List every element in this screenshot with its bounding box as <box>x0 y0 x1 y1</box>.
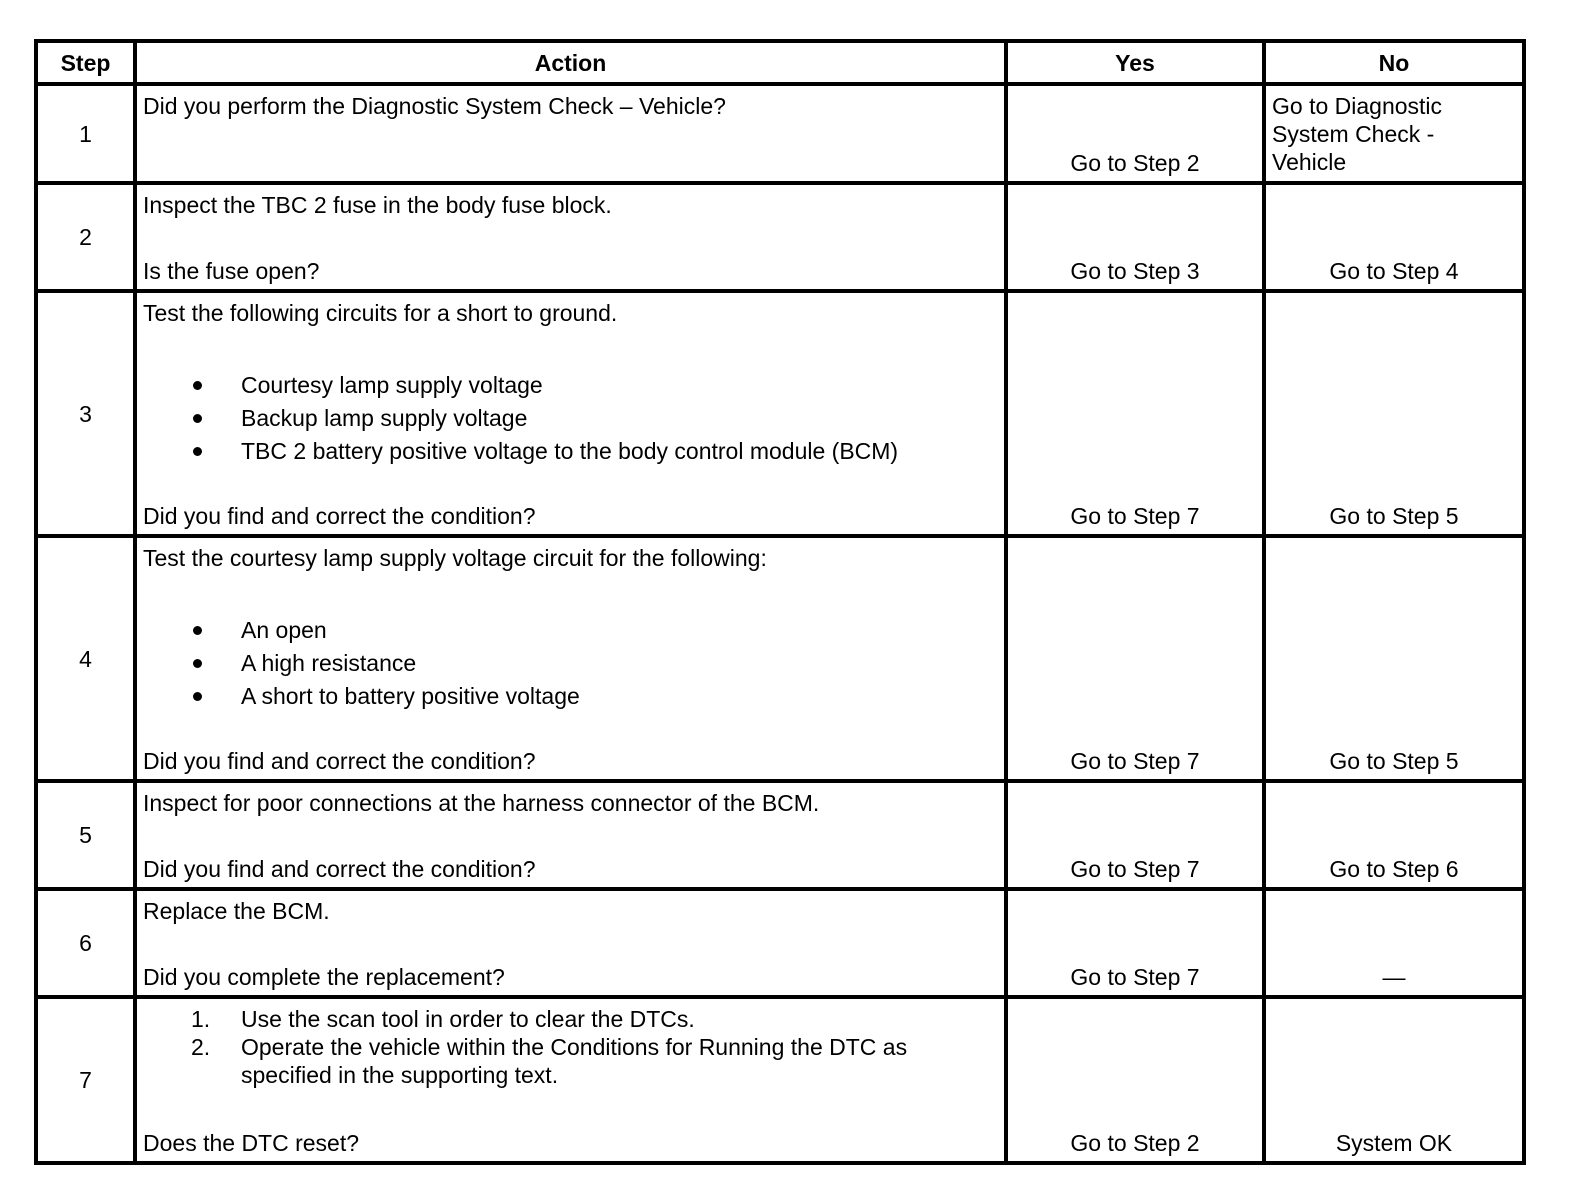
action-cell <box>135 889 1006 997</box>
action-question: Did you find and correct the condition? <box>143 748 536 774</box>
item-number: 1. <box>191 1006 211 1032</box>
action-text: Test the courtesy lamp supply voltage circuit for the following: <box>143 545 767 571</box>
action-cell <box>135 291 1006 536</box>
table-row <box>36 183 1524 291</box>
bullet-list <box>143 369 996 468</box>
no-cell: Go to Step 6 <box>1264 781 1524 889</box>
bullet-item: A high resistance <box>143 647 996 680</box>
action-question: Is the fuse open? <box>143 258 320 284</box>
step-number: 3 <box>36 291 135 536</box>
step-number: 6 <box>36 889 135 997</box>
action-question: Did you find and correct the condition? <box>143 856 536 882</box>
yes-cell: Go to Step 2 <box>1006 84 1264 183</box>
bullet-item: An open <box>143 614 996 647</box>
step-number: 2 <box>36 183 135 291</box>
action-question: Does the DTC reset? <box>143 1130 360 1156</box>
yes-cell: Go to Step 7 <box>1006 889 1264 997</box>
header-row <box>36 41 1524 84</box>
table-row <box>36 781 1524 889</box>
no-text-line: Vehicle <box>1272 149 1347 175</box>
action-cell <box>135 183 1006 291</box>
table-row <box>36 997 1524 1163</box>
bullet-list <box>143 614 996 713</box>
action-question: Did you complete the replacement? <box>143 964 505 990</box>
table-row <box>36 536 1524 781</box>
yes-cell: Go to Step 3 <box>1006 183 1264 291</box>
action-cell <box>135 84 1006 183</box>
yes-cell: Go to Step 7 <box>1006 536 1264 781</box>
no-cell: — <box>1264 889 1524 997</box>
header-no: No <box>1264 41 1524 84</box>
bullet-item: A short to battery positive voltage <box>143 680 996 713</box>
action-question: Did you find and correct the condition? <box>143 503 536 529</box>
table-row <box>36 84 1524 183</box>
bullet-item: TBC 2 battery positive voltage to the body control module (BCM) <box>143 435 996 468</box>
numbered-item <box>143 1005 996 1033</box>
no-cell: Go to Step 5 <box>1264 536 1524 781</box>
table-row <box>36 889 1524 997</box>
numbered-list <box>143 1005 996 1089</box>
no-cell: Go to Step 5 <box>1264 291 1524 536</box>
bullet-item: Courtesy lamp supply voltage <box>143 369 996 402</box>
step-number: 1 <box>36 84 135 183</box>
action-text: Inspect the TBC 2 fuse in the body fuse block. <box>143 192 612 218</box>
header-action: Action <box>135 41 1006 84</box>
no-cell: System OK <box>1264 997 1524 1163</box>
diagnostic-table <box>34 39 1526 1165</box>
numbered-item <box>143 1033 996 1089</box>
yes-cell: Go to Step 7 <box>1006 291 1264 536</box>
item-text: Operate the vehicle within the Conditions for Running the DTC as specified in the supporting text. <box>241 1034 908 1088</box>
header-yes: Yes <box>1006 41 1264 84</box>
no-cell <box>1264 84 1524 183</box>
step-number: 4 <box>36 536 135 781</box>
action-text: Replace the BCM. <box>143 898 330 924</box>
action-text: Test the following circuits for a short to ground. <box>143 300 618 326</box>
bullet-item: Backup lamp supply voltage <box>143 402 996 435</box>
action-text: Did you perform the Diagnostic System Check – Vehicle? <box>143 93 726 119</box>
yes-cell: Go to Step 7 <box>1006 781 1264 889</box>
yes-cell: Go to Step 2 <box>1006 997 1264 1163</box>
step-number: 7 <box>36 997 135 1163</box>
no-text-line: Go to Diagnostic <box>1272 93 1443 119</box>
item-text: Use the scan tool in order to clear the DTCs. <box>241 1006 695 1032</box>
action-cell <box>135 997 1006 1163</box>
table-row <box>36 291 1524 536</box>
action-cell <box>135 536 1006 781</box>
action-text: Inspect for poor connections at the harness connector of the BCM. <box>143 790 820 816</box>
item-number: 2. <box>191 1034 211 1060</box>
no-text-line: System Check - <box>1272 121 1435 147</box>
step-number: 5 <box>36 781 135 889</box>
header-step: Step <box>36 41 135 84</box>
action-cell <box>135 781 1006 889</box>
no-cell: Go to Step 4 <box>1264 183 1524 291</box>
